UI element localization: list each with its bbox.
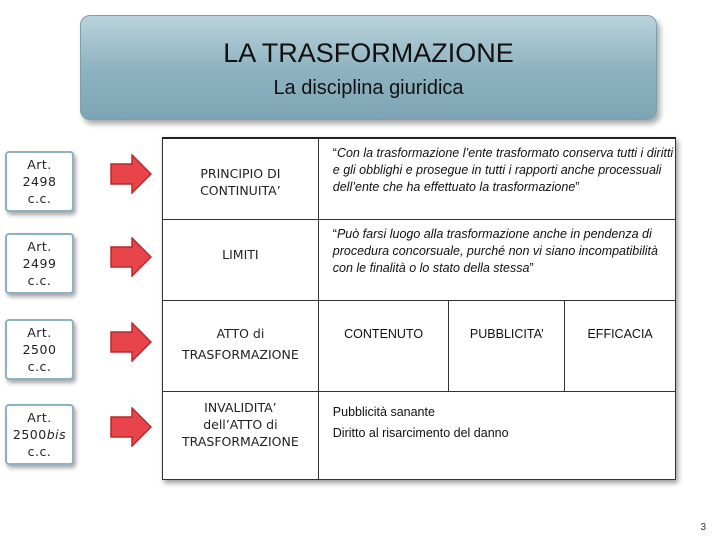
table-row	[163, 391, 676, 479]
quote-close: ”	[529, 260, 534, 275]
article-label: Art.	[27, 157, 52, 172]
heading-line: TRASFORMAZIONE	[182, 346, 299, 362]
article-number	[7, 426, 72, 443]
quote-open: “	[332, 146, 337, 160]
article-code: c.c.	[27, 273, 52, 288]
text-line: Pubblicità sanante	[332, 404, 435, 419]
table-row	[163, 219, 676, 300]
row-heading-principio	[163, 138, 319, 219]
table-row	[163, 138, 676, 219]
slide-subtitle: La disciplina giuridica	[273, 77, 464, 99]
article-box-2498	[5, 151, 74, 212]
article-label: Art.	[27, 410, 52, 425]
heading-line: PRINCIPIO DI	[200, 166, 281, 181]
title-box	[80, 15, 657, 120]
heading-line: TRASFORMAZIONE	[182, 433, 299, 449]
heading-line: LIMITI	[222, 246, 259, 262]
quote-text: Può farsi luogo alla trasformazione anche in pendenza di procedura concorsuale, purché non vi siano incompatibilità con le finalità o lo stato della stessa	[332, 226, 658, 275]
table-row	[163, 300, 676, 391]
sub-label: CONTENUTO	[344, 326, 424, 341]
sub-label: PUBBLICITA’	[469, 326, 544, 341]
quote-close: ”	[575, 180, 580, 194]
arrow-right-icon	[110, 322, 152, 362]
article-label: Art.	[27, 325, 52, 340]
article-box-2500bis	[5, 404, 74, 465]
row-text-principio	[318, 138, 675, 219]
article-box-2500	[5, 319, 74, 380]
article-box-2499	[5, 233, 74, 294]
sub-cell-pubblicita	[449, 300, 565, 391]
article-code: c.c.	[27, 444, 52, 459]
article-number: 2500	[22, 342, 57, 357]
quote-text: Con la trasformazione l’ente trasformato conserva tutti i diritti e gli obblighi e prosegue in tutti i rapporti anche processuali dell’ente che ha effettuato la trasformazione	[332, 146, 674, 194]
content-table	[162, 137, 676, 480]
article-number-suffix: bis	[46, 427, 67, 442]
arrow-right-icon	[110, 154, 152, 194]
heading-line: INVALIDITA’	[204, 399, 277, 415]
article-number: 2498	[22, 174, 57, 189]
row-text-limiti	[318, 219, 675, 300]
row-text-invalidita	[318, 391, 675, 479]
heading-line: CONTINUITA’	[200, 183, 281, 198]
article-number-main: 2500	[12, 427, 47, 442]
article-code: c.c.	[27, 191, 52, 206]
heading-line: ATTO di	[216, 325, 265, 341]
row-heading-limiti	[163, 219, 319, 300]
article-code: c.c.	[27, 359, 52, 374]
arrow-right-icon	[110, 237, 152, 277]
row-heading-atto	[163, 300, 319, 391]
row-heading-invalidita	[163, 391, 319, 479]
arrow-right-icon	[110, 407, 152, 447]
slide-title: LA TRASFORMAZIONE	[223, 38, 514, 68]
article-label: Art.	[27, 239, 52, 254]
page-number: 3	[700, 522, 706, 533]
article-number: 2499	[22, 256, 57, 271]
quote-open: “	[332, 226, 337, 241]
sub-label: EFFICACIA	[587, 326, 653, 341]
text-line: Diritto al risarcimento del danno	[332, 425, 509, 440]
heading-line: dell’ATTO di	[203, 416, 278, 432]
sub-cell-contenuto	[318, 300, 449, 391]
sub-cell-efficacia	[565, 300, 676, 391]
